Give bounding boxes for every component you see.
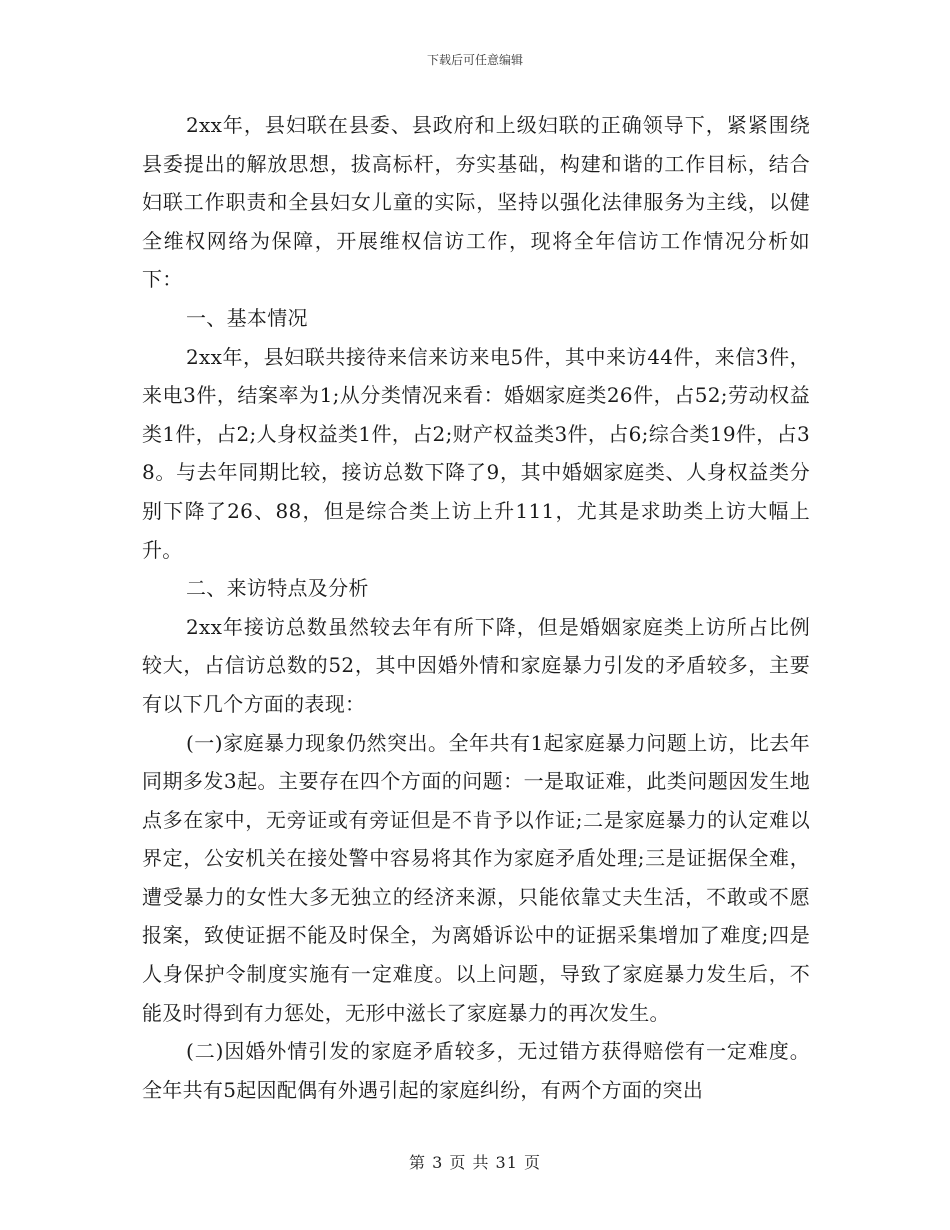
paragraph-basic-situation: 2xx年，县妇联共接待来信来访来电5件，其中来访44件，来信3件，来电3件，结案率为1;从分类情况来看：婚姻家庭类26件，占52;劳动权益类1件，占2;人身权益类1件，占2;财产权益类3件，占6;综合类19件，占38。与去年同期比较，接访总数下降了9，其中婚姻家庭类、人身权益类分别下降了26、88，但是综合类上访上升111，尤其是求助类上访大幅上升。 xyxy=(142,344,810,562)
paragraph-visit-features: 2xx年接访总数虽然较去年有所下降，但是婚姻家庭类上访所占比例较大，占信访总数的52，其中因婚外情和家庭暴力引发的矛盾较多，主要有以下几个方面的表现： xyxy=(142,614,810,716)
page-number-footer: 第 3 页 共 31 页 xyxy=(409,1153,541,1172)
paragraph-intro: 2xx年，县妇联在县委、县政府和上级妇联的正确领导下，紧紧围绕县委提出的解放思想，拔高标杆，夯实基础，构建和谐的工作目标，结合妇联工作职责和全县妇女儿童的实际，坚持以强化法律服务为主线，以健全维权网络为保障，开展维权信访工作，现将全年信访工作情况分析如下： xyxy=(142,113,810,292)
section-heading-basic-situation: 一、基本情况 xyxy=(186,305,308,330)
paragraph-extramarital: (二)因婚外情引发的家庭矛盾较多，无过错方获得赔偿有一定难度。全年共有5起因配偶有外遇引起的家庭纠纷，有两个方面的突出 xyxy=(142,1039,810,1102)
section-heading-visit-features: 二、来访特点及分析 xyxy=(186,576,369,601)
document-body xyxy=(142,106,810,1109)
paragraph-domestic-violence: (一)家庭暴力现象仍然突出。全年共有1起家庭暴力问题上访，比去年同期多发3起。主要存在四个方面的问题：一是取证难，此类问题因发生地点多在家中，无旁证或有旁证但是不肯予以作证;二是家庭暴力的认定难以界定，公安机关在接处警中容易将其作为家庭矛盾处理;三是证据保全难，遭受暴力的女性大多无独立的经济来源，只能依靠丈夫生活，不敢或不愿报案，致使证据不能及时保全，为离婚诉讼中的证据采集增加了难度;四是人身保护令制度实施有一定难度。以上问题，导致了家庭暴力发生后，不能及时得到有力惩处，无形中滋长了家庭暴力的再次发生。 xyxy=(142,730,810,1025)
page-header-note: 下载后可任意编辑 xyxy=(426,53,523,67)
